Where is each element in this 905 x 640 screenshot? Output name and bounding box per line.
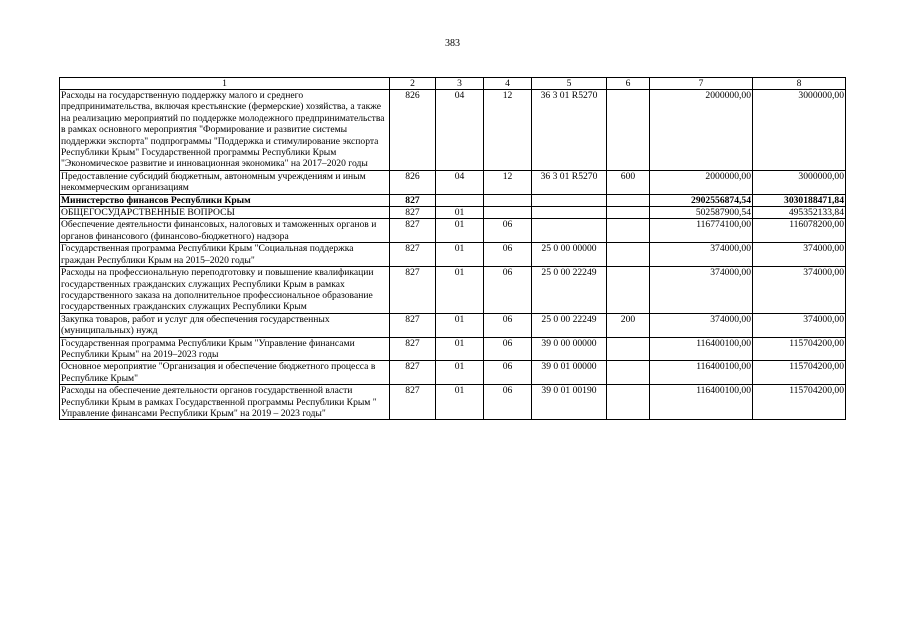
row-name-cell: Расходы на обеспечение деятельности органов государственной власти Республики Крым в рамках Государственной программы Республики Крым " Управление финансами Республики Крым" на 2019 – 2023 годы" (60, 385, 390, 420)
row-expense-type-cell (607, 361, 650, 385)
row-name-cell: ОБЩЕГОСУДАРСТВЕННЫЕ ВОПРОСЫ (60, 207, 390, 219)
row-expense-type-cell (607, 219, 650, 243)
row-expense-type-cell: 200 (607, 313, 650, 337)
table-row (60, 219, 846, 243)
row-section-cell (436, 194, 484, 206)
row-amount-2-cell: 374000,00 (753, 243, 846, 267)
table-row (60, 207, 846, 219)
row-name-cell: Расходы на профессиональную переподготовку и повышение квалификации государственных гражданских служащих Республики Крым в рамках государственного заказа на дополнительное профессиональное образование государственных гражданских служащих Республики Крым (60, 267, 390, 314)
row-subsection-cell: 12 (484, 170, 532, 194)
row-subsection-cell: 06 (484, 219, 532, 243)
row-expense-type-cell (607, 267, 650, 314)
row-section-cell: 01 (436, 267, 484, 314)
row-subsection-cell: 06 (484, 337, 532, 361)
row-expense-type-cell (607, 194, 650, 206)
row-target-article-cell: 39 0 00 00000 (532, 337, 607, 361)
header-col-1: 1 (60, 78, 390, 90)
row-amount-1-cell: 2000000,00 (650, 170, 753, 194)
row-amount-2-cell: 115704200,00 (753, 361, 846, 385)
row-ved-cell: 827 (390, 219, 436, 243)
row-amount-2-cell: 374000,00 (753, 267, 846, 314)
budget-table (59, 77, 846, 420)
row-amount-1-cell: 374000,00 (650, 243, 753, 267)
row-section-cell: 01 (436, 243, 484, 267)
table-row (60, 194, 846, 206)
row-amount-1-cell: 374000,00 (650, 267, 753, 314)
table-body (60, 90, 846, 420)
row-subsection-cell (484, 207, 532, 219)
row-section-cell: 04 (436, 170, 484, 194)
row-subsection-cell: 06 (484, 267, 532, 314)
row-amount-2-cell: 495352133,84 (753, 207, 846, 219)
row-target-article-cell: 39 0 01 00190 (532, 385, 607, 420)
row-subsection-cell: 12 (484, 90, 532, 171)
row-section-cell: 01 (436, 361, 484, 385)
row-target-article-cell (532, 219, 607, 243)
row-amount-2-cell: 115704200,00 (753, 337, 846, 361)
row-expense-type-cell (607, 385, 650, 420)
row-target-article-cell (532, 207, 607, 219)
table-row (60, 243, 846, 267)
row-section-cell: 01 (436, 385, 484, 420)
table-row (60, 313, 846, 337)
row-expense-type-cell (607, 337, 650, 361)
row-subsection-cell: 06 (484, 385, 532, 420)
header-col-2: 2 (390, 78, 436, 90)
header-col-5: 5 (532, 78, 607, 90)
row-amount-2-cell: 374000,00 (753, 313, 846, 337)
row-subsection-cell: 06 (484, 361, 532, 385)
row-amount-1-cell: 116774100,00 (650, 219, 753, 243)
row-target-article-cell: 25 0 00 00000 (532, 243, 607, 267)
row-ved-cell: 827 (390, 337, 436, 361)
row-amount-2-cell: 115704200,00 (753, 385, 846, 420)
row-target-article-cell: 25 0 00 22249 (532, 313, 607, 337)
row-amount-2-cell: 3000000,00 (753, 170, 846, 194)
row-section-cell: 04 (436, 90, 484, 171)
table-row (60, 267, 846, 314)
row-amount-2-cell: 116078200,00 (753, 219, 846, 243)
header-col-3: 3 (436, 78, 484, 90)
row-amount-1-cell: 2000000,00 (650, 90, 753, 171)
table-header-row (60, 78, 846, 90)
table-row (60, 361, 846, 385)
row-name-cell: Закупка товаров, работ и услуг для обеспечения государственных (муниципальных) нужд (60, 313, 390, 337)
header-col-8: 8 (753, 78, 846, 90)
header-col-7: 7 (650, 78, 753, 90)
table-row (60, 385, 846, 420)
row-amount-1-cell: 116400100,00 (650, 337, 753, 361)
row-ved-cell: 827 (390, 194, 436, 206)
header-col-4: 4 (484, 78, 532, 90)
row-name-cell: Предоставление субсидий бюджетным, автономным учреждениям и иным некоммерческим организациям (60, 170, 390, 194)
row-ved-cell: 826 (390, 90, 436, 171)
row-target-article-cell: 36 3 01 R5270 (532, 90, 607, 171)
row-section-cell: 01 (436, 313, 484, 337)
row-target-article-cell: 25 0 00 22249 (532, 267, 607, 314)
row-section-cell: 01 (436, 207, 484, 219)
table-row (60, 337, 846, 361)
row-name-cell: Министерство финансов Республики Крым (60, 194, 390, 206)
row-ved-cell: 827 (390, 313, 436, 337)
row-ved-cell: 827 (390, 243, 436, 267)
row-section-cell: 01 (436, 337, 484, 361)
row-expense-type-cell (607, 243, 650, 267)
page-number: 383 (445, 38, 460, 49)
row-amount-2-cell: 3030188471,84 (753, 194, 846, 206)
row-subsection-cell: 06 (484, 243, 532, 267)
row-subsection-cell: 06 (484, 313, 532, 337)
row-ved-cell: 827 (390, 385, 436, 420)
table-row (60, 170, 846, 194)
header-col-6: 6 (607, 78, 650, 90)
row-amount-1-cell: 116400100,00 (650, 361, 753, 385)
row-name-cell: Государственная программа Республики Крым "Социальная поддержка граждан Республики Крым на 2015–2020 годы" (60, 243, 390, 267)
row-ved-cell: 827 (390, 207, 436, 219)
row-name-cell: Обеспечение деятельности финансовых, налоговых и таможенных органов и органов финансового (финансово-бюджетного) надзора (60, 219, 390, 243)
table-row (60, 90, 846, 171)
row-ved-cell: 826 (390, 170, 436, 194)
row-amount-1-cell: 2902556874,54 (650, 194, 753, 206)
row-amount-2-cell: 3000000,00 (753, 90, 846, 171)
row-expense-type-cell: 600 (607, 170, 650, 194)
row-section-cell: 01 (436, 219, 484, 243)
row-amount-1-cell: 116400100,00 (650, 385, 753, 420)
row-target-article-cell: 39 0 01 00000 (532, 361, 607, 385)
row-amount-1-cell: 374000,00 (650, 313, 753, 337)
row-target-article-cell (532, 194, 607, 206)
row-ved-cell: 827 (390, 361, 436, 385)
row-expense-type-cell (607, 207, 650, 219)
row-ved-cell: 827 (390, 267, 436, 314)
row-amount-1-cell: 502587900,54 (650, 207, 753, 219)
row-expense-type-cell (607, 90, 650, 171)
row-target-article-cell: 36 3 01 R5270 (532, 170, 607, 194)
row-subsection-cell (484, 194, 532, 206)
row-name-cell: Государственная программа Республики Крым "Управление финансами Республики Крым" на 2019–2023 годы (60, 337, 390, 361)
row-name-cell: Основное мероприятие "Организация и обеспечение бюджетного процесса в Республике Крым" (60, 361, 390, 385)
row-name-cell: Расходы на государственную поддержку малого и среднего предпринимательства, включая крестьянские (фермерские) хозяйства, а также на реализацию мероприятий по поддержке молодежного предпринимательства в рамках основного мероприятия "Формирование и развитие системы поддержки экспорта" подпрограммы "Поддержка и стимулирование экспорта Республики Крым" Государственной программы Республики Крым "Экономическое развитие и инновационная экономика" на 2017–2020 годы (60, 90, 390, 171)
